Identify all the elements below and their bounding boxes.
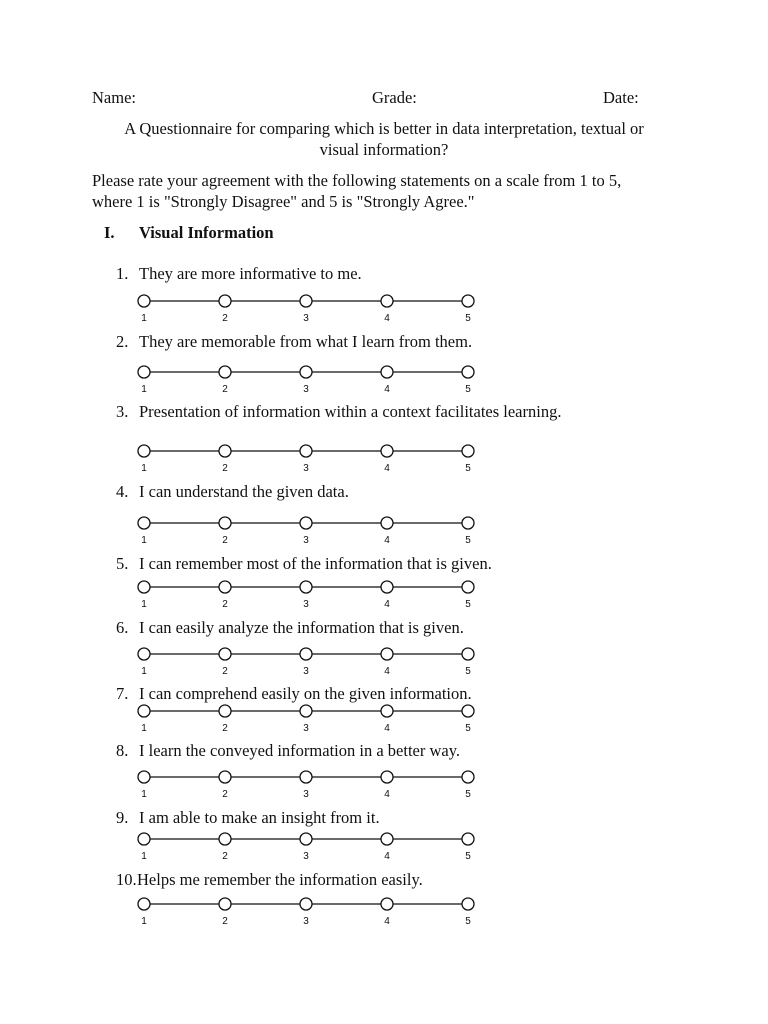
rating-option-label: 1 [141,463,147,474]
rating-option-label: 4 [384,916,390,927]
rating-option-3[interactable] [300,517,312,529]
question-number: 9. [116,808,129,827]
question-number: 4. [116,482,129,501]
question-text: I can remember most of the information that is given. [139,554,492,573]
rating-option-2[interactable] [219,771,231,783]
rating-option-5[interactable] [462,445,474,457]
rating-option-3[interactable] [300,898,312,910]
rating-scale-7[interactable] [138,705,474,734]
rating-option-label: 4 [384,789,390,800]
rating-option-3[interactable] [300,771,312,783]
question-text: Presentation of information within a context facilitates learning. [139,402,562,421]
rating-option-label: 5 [465,789,471,800]
rating-option-5[interactable] [462,517,474,529]
rating-option-label: 2 [222,723,228,734]
rating-option-2[interactable] [219,705,231,717]
rating-option-label: 4 [384,666,390,677]
rating-option-label: 2 [222,313,228,324]
question-number: 5. [116,554,129,573]
rating-option-4[interactable] [381,898,393,910]
rating-option-3[interactable] [300,295,312,307]
rating-option-label: 5 [465,723,471,734]
rating-option-5[interactable] [462,833,474,845]
question-text: Helps me remember the information easily. [137,870,423,889]
question-text: I can easily analyze the information that is given. [139,618,464,637]
rating-option-label: 4 [384,535,390,546]
rating-option-4[interactable] [381,833,393,845]
rating-option-3[interactable] [300,833,312,845]
rating-option-1[interactable] [138,771,150,783]
rating-option-3[interactable] [300,705,312,717]
rating-option-1[interactable] [138,445,150,457]
rating-option-3[interactable] [300,445,312,457]
section-numeral: I. [104,223,115,242]
questionnaire-title-line-1: A Questionnaire for comparing which is better in data interpretation, textual or [124,119,644,138]
rating-option-2[interactable] [219,366,231,378]
rating-option-label: 1 [141,535,147,546]
rating-option-label: 3 [303,916,309,927]
section-title: Visual Information [139,223,274,242]
rating-option-label: 1 [141,789,147,800]
rating-option-label: 1 [141,313,147,324]
rating-option-4[interactable] [381,648,393,660]
rating-option-label: 3 [303,851,309,862]
rating-option-label: 5 [465,384,471,395]
rating-option-1[interactable] [138,833,150,845]
rating-scale-5[interactable] [138,581,474,610]
rating-option-label: 4 [384,599,390,610]
rating-option-4[interactable] [381,295,393,307]
rating-option-4[interactable] [381,581,393,593]
rating-option-label: 1 [141,723,147,734]
rating-option-4[interactable] [381,705,393,717]
rating-option-label: 4 [384,851,390,862]
rating-option-label: 3 [303,313,309,324]
rating-option-label: 1 [141,384,147,395]
rating-option-5[interactable] [462,295,474,307]
rating-option-1[interactable] [138,705,150,717]
name-label: Name: [92,88,136,107]
question-number: 6. [116,618,129,637]
question-text: They are more informative to me. [139,264,362,283]
rating-option-2[interactable] [219,445,231,457]
question-number: 7. [116,684,129,703]
rating-option-label: 2 [222,599,228,610]
rating-option-2[interactable] [219,581,231,593]
rating-option-label: 2 [222,789,228,800]
rating-scale-10[interactable] [138,898,474,927]
rating-scale-2[interactable] [138,366,474,395]
rating-option-5[interactable] [462,648,474,660]
rating-option-label: 3 [303,789,309,800]
rating-option-label: 2 [222,463,228,474]
rating-option-label: 2 [222,384,228,395]
rating-option-label: 2 [222,916,228,927]
rating-option-label: 2 [222,535,228,546]
rating-option-label: 3 [303,723,309,734]
date-label: Date: [603,88,639,107]
rating-option-label: 5 [465,666,471,677]
rating-option-label: 4 [384,723,390,734]
rating-scale-1[interactable] [138,295,474,324]
rating-option-1[interactable] [138,648,150,660]
rating-option-label: 1 [141,666,147,677]
rating-option-label: 2 [222,666,228,677]
rating-option-label: 1 [141,599,147,610]
rating-option-label: 3 [303,666,309,677]
question-text: I am able to make an insight from it. [139,808,380,827]
rating-option-label: 3 [303,599,309,610]
rating-option-label: 5 [465,535,471,546]
rating-option-label: 1 [141,851,147,862]
rating-option-5[interactable] [462,771,474,783]
rating-option-label: 3 [303,463,309,474]
rating-option-3[interactable] [300,648,312,660]
rating-scale-8[interactable] [138,771,474,800]
rating-option-label: 4 [384,384,390,395]
rating-option-4[interactable] [381,445,393,457]
question-text: I can understand the given data. [139,482,349,501]
rating-option-3[interactable] [300,366,312,378]
grade-label: Grade: [372,88,417,107]
rating-option-label: 5 [465,851,471,862]
instructions-line-1: Please rate your agreement with the following statements on a scale from 1 to 5, [92,171,622,190]
instructions-line-2: where 1 is "Strongly Disagree" and 5 is "Strongly Agree." [92,192,475,211]
rating-option-label: 3 [303,535,309,546]
question-number: 10. [116,870,137,889]
rating-option-5[interactable] [462,581,474,593]
rating-scale-4[interactable] [138,517,474,546]
rating-option-1[interactable] [138,366,150,378]
rating-option-label: 3 [303,384,309,395]
question-text: They are memorable from what I learn from them. [139,332,473,351]
question-number: 3. [116,402,129,421]
rating-option-label: 5 [465,916,471,927]
rating-option-4[interactable] [381,771,393,783]
rating-option-5[interactable] [462,705,474,717]
question-number: 1. [116,264,129,283]
rating-scale-3[interactable] [138,445,474,474]
question-text: I can comprehend easily on the given information. [139,684,472,703]
question-number: 8. [116,741,129,760]
rating-option-5[interactable] [462,366,474,378]
rating-option-label: 1 [141,916,147,927]
rating-option-1[interactable] [138,898,150,910]
rating-option-1[interactable] [138,295,150,307]
rating-scale-6[interactable] [138,648,474,677]
questionnaire-title-line-2: visual information? [319,140,449,159]
rating-option-2[interactable] [219,295,231,307]
rating-option-2[interactable] [219,833,231,845]
rating-option-4[interactable] [381,366,393,378]
rating-option-5[interactable] [462,898,474,910]
rating-option-label: 5 [465,463,471,474]
rating-option-label: 5 [465,313,471,324]
rating-option-2[interactable] [219,517,231,529]
rating-option-4[interactable] [381,517,393,529]
rating-option-1[interactable] [138,581,150,593]
rating-option-label: 5 [465,599,471,610]
rating-option-3[interactable] [300,581,312,593]
rating-option-label: 4 [384,313,390,324]
question-number: 2. [116,332,129,351]
rating-option-label: 2 [222,851,228,862]
rating-option-2[interactable] [219,898,231,910]
rating-option-2[interactable] [219,648,231,660]
rating-option-1[interactable] [138,517,150,529]
question-text: I learn the conveyed information in a better way. [139,741,461,760]
rating-scale-9[interactable] [138,833,474,862]
rating-option-label: 4 [384,463,390,474]
